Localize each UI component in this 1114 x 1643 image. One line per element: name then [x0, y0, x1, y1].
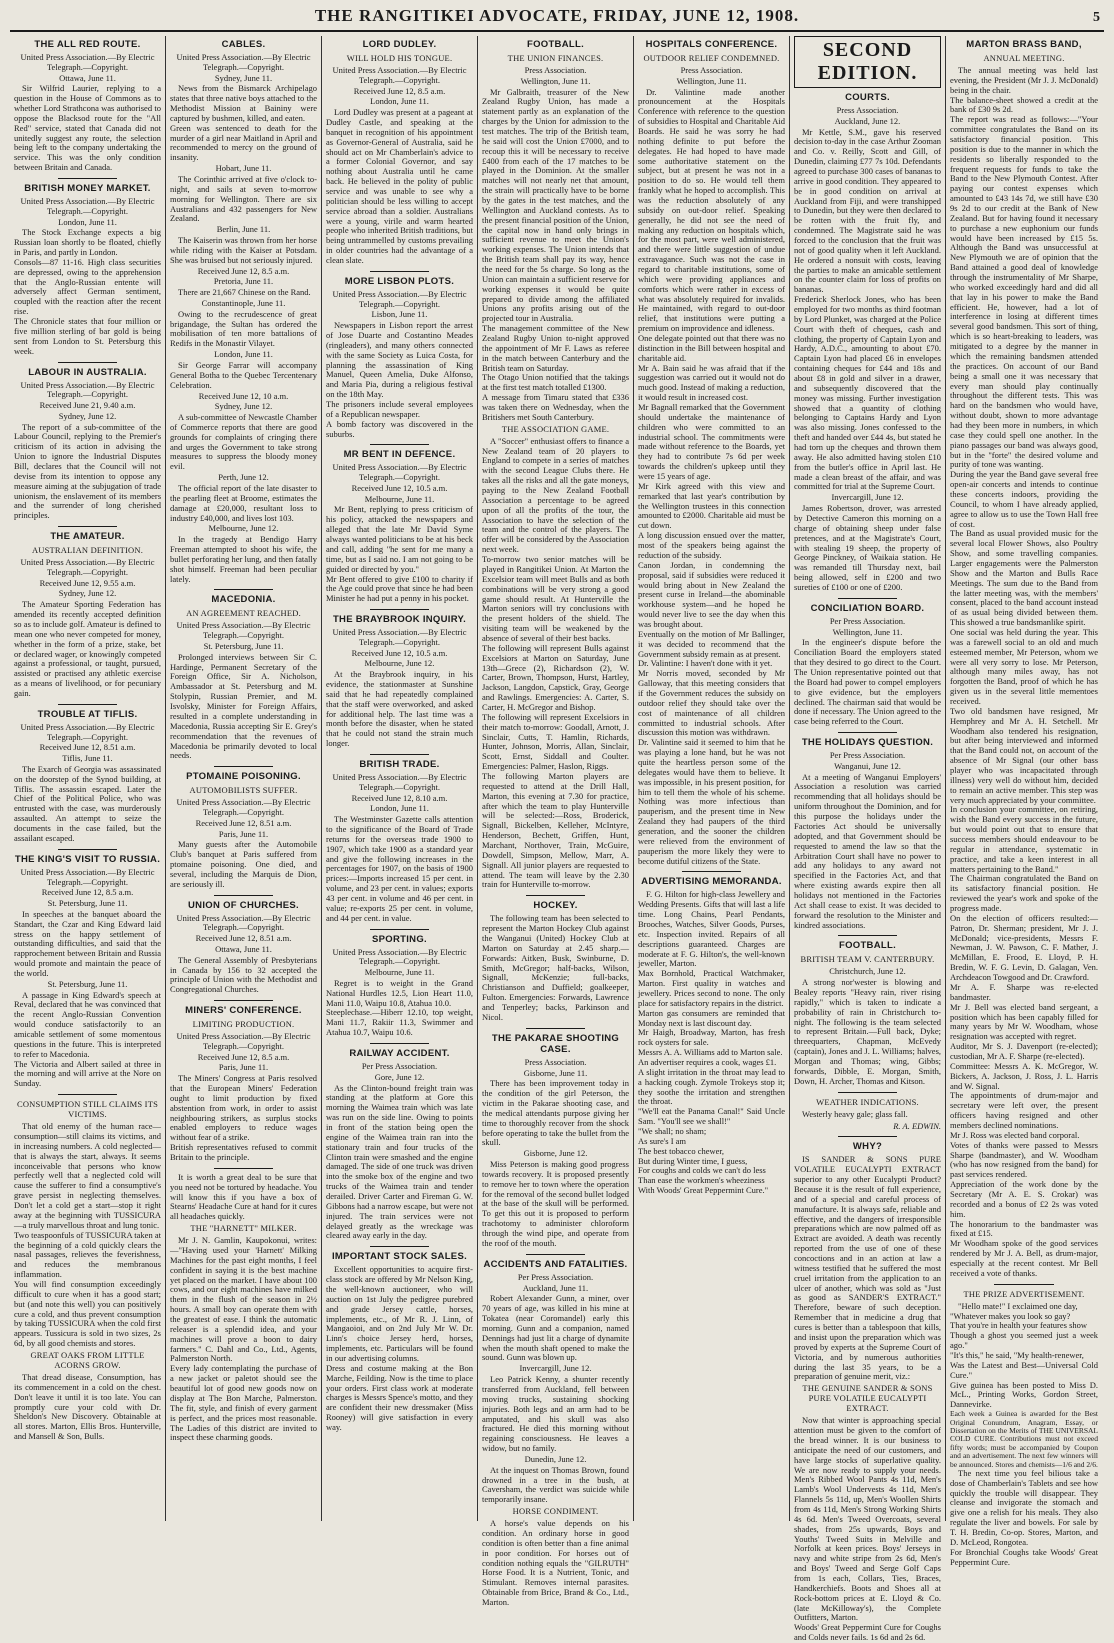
headline: MR BENT IN DEFENCE.	[343, 449, 456, 461]
received: Received June 12, 10.5 a.m.	[351, 647, 448, 658]
article-body: A strong nor'wester is blowing and Bealey reports "Heavy rain, river rising rapidly," which is taken to indicate a probability of rain in Christchurch to-night. The following is the team selected to represent Britain.—Full back, Dyke; threequarters, Chapman, McEvedy (captain), Jones and J. L. Williams; halves, Morgan and Thomas; wing, Gibbs; forwards, Dibble, E. Morgan, Smith, Down, H. Archer, Thomas and Kitson.	[794, 977, 941, 1086]
article-russia	[14, 854, 161, 1089]
article-body: Miss Peterson is making good progress towards recovery. It is proposed presently to remove her to town where the operation for the removal of the second bullet lodged at the base of the skull will be performed. To get this out it is proposed to perform trachotomy to administer chloroform through the wind pipe, and operate from the roof of the mouth.	[482, 1159, 629, 1248]
article-body: Mr J. N. Gamlin, Kaupokonui, writes:—"Having used your 'Harnett' Milking Machines for the past eight months, I feel confident in saying it is the best machine yet placed on the market. I have about 100 cows, and our eight machines have milked them in the flush of the season in 2½ hours. A small boy can operate them with the greatest of ease. I think the automatic releaser is a splendid idea, and your machines will prove a boon to dairy farmers." C. Dahl and Co., Ltd., Agents, Palmerston North. Every lady contemplating the purchase of a new jacket or paletot should see the beautiful lot of good new goods now on display at The Bon Marche, Palmerston. The fit, style, and finish of every garment is perfect, and the prices most reasonable. The Ladies of this district are invited to inspect these charming goods.	[170, 1235, 317, 1443]
headline: FOOTBALL.	[838, 940, 897, 952]
article-body: The Exarch of Georgia was assassinated on the doorstep of the Synod building, at Tiflis. The assassin escaped. Later the Chief of the Political Police, who was entrusted with the case, was murderously assaulted. An attempt to seize the documents in the case failed, but the assailant escaped.	[14, 763, 161, 843]
divider	[58, 362, 117, 363]
headline: MACEDONIA.	[211, 594, 276, 606]
columns	[10, 36, 1104, 1643]
headline: ADVERTISING MEMORANDA.	[641, 876, 782, 888]
article-body: The following team has been selected to represent the Marton Hockey Club against the Wanganui (United) Hockey Club at Marton on Saturday at 2.45 sharp.—Forwards: Aitken, Busk, Swinburne, D. Smith, McGregor; half-backs, Wilson, Signall, McKenzie; full-backs, Christianson and Duffield; goalkeeper, Fulton. Emergencies: Forwards, Lawrence and Tenperley; backs, Parkinson and Nicol.	[482, 913, 629, 1022]
article-hockey	[482, 900, 629, 1022]
article-weather	[794, 1097, 941, 1132]
article-why	[794, 1141, 941, 1643]
article-body: That old enemy of the human race—consumption—still claims its victims, and in increasing numbers. A cold neglected—that is always the start, always. It seems inconceivable that persons who know perfectly well that a neglected cold will cause the sufferer to find a consumptive's grave persist in neglecting themselves. Don't let a cold get a start—stop it right away at the beginning with TUSSICURA—a truly marvellous throat and lung tonic. Two teaspoonfuls of TUSSICURA taken at the beginning of a cold quickly clears the nasal passages, relieves the feverishness, and reduces the membranous inflammation. You will find consumption exceedingly difficult to cure when it has a good start; but (and note this well) you can positively cure a cold, and thus prevent consumption by taking TUSSICURA when the cold first appears. Tussicura is sold in two sizes, 2s 6d, by all good chemists and stores.	[14, 1121, 161, 1349]
divider	[58, 704, 117, 705]
byline: United Press Association.—By Electric Telegraph.—Copyright.	[20, 721, 155, 742]
divider	[838, 1136, 897, 1137]
received: Received June 12, 8.5 a.m.	[197, 1051, 290, 1062]
byline: United Press Association.—By Electric Telegraph.—Copyright.	[332, 772, 467, 792]
article-body: Mr Bent, replying to press criticism of his policy, attacked the newspapers and alleged that the late Mr David Syme always wanted politicians to be at his beck and call, adding "he sent for me many a time, but as I said no. I am not going to be guided or directed by you." Mr Bent offered to give £100 to charity if the Age could prove that since he had been Minister he had put a penny in his pocket.	[326, 504, 473, 604]
column-5	[634, 36, 790, 1521]
dateline: Wellington, June 11.	[832, 626, 903, 637]
article-body: Now that winter is approaching special attention must be given to the comfort of the bread winner. It is our business to anticipate the need of our customers, and have large stocks of superlative quality. We are now ready to supply your needs. Men's Ribbed Wool Pants 4s 11d, Men's Lamb's Wool Undervests 4s 11d, Men's Flannels 5s 11d, up, Men's Woollen Shirts from 4s 11d, Men's Strong Working Shirts 4s 6d. Men's Tweed Overcoats, several shades, from 25s upwards, Boys and Youths' Tweed Suits in Melville and Norfolk at keen prices. Boys' Jerseys in navy and white stripe from 2s 6d, Men's and Boys' Tweed and Serge Golf Caps from 1s each, Collars, Ties, Braces, Handkerchiefs. Boots and Shoes all at Rock-bottom prices at E. Lloyd & Co. (late McKilloway's), the Complete Outfitters, Marton. Woods' Great Peppermint Cure for Coughs and Colds never fails. 1s 6d and 2s 6d.	[794, 1415, 941, 1643]
byline: Press Association.	[836, 105, 899, 115]
subheadline: HORSE CONDIMENT.	[512, 1506, 599, 1517]
headline: THE PAKARAE SHOOTING CASE.	[491, 1032, 620, 1055]
article-body: Leo Patrick Kenny, a shunter recently transferred from Auckland, fell between moving trucks, sustaining shocking injuries. Both legs and an arm had to be amputated, and his skull was also fractured. He died this morning without regaining consciousness. He leaves a widow, but no family.	[482, 1374, 629, 1454]
article-body: "Hello mate!" I exclaimed one day, "Whatever makes you look so gay? That you're in health your features show Though a ghost you seemed just a week ago." "It's this," he said, "My health-renewer, Was the Latest and Best—Universal Cold Cure." Give guinea has been posted to Miss D. McL., Printing Works, Gordon Street, Dannevirke.	[950, 1300, 1098, 1410]
divider	[526, 1254, 585, 1255]
article-trade	[326, 759, 473, 924]
received: Received June 12, 10 a.m.	[198, 390, 289, 401]
divider	[526, 895, 585, 896]
headline: MINERS' CONFERENCE.	[185, 1005, 302, 1017]
byline: Per Press Association.	[829, 615, 906, 626]
article-body: In the tragedy at Bendigo Harry Freeman attempted to shoot his wife, the bullet perforating her lung, and then fatally shot himself. Freeman had been peculiar lately.	[170, 534, 317, 584]
byline: United Press Association.—By Electric Telegraph.—Copyright.	[332, 946, 467, 967]
dateline: Sydney, June 12.	[214, 401, 273, 412]
column-1	[10, 36, 166, 1521]
article-body: At the Braybrook inquiry, in his evidence, the stationmaster at Sunshine said that he had repeatedly complained that the staff were overworked, and asked for additional help. The last time was a month before the disaster, when he stated that he could not stand the strain much longer.	[326, 669, 473, 749]
article-body: At the inquest on Thomas Brown, found drowned in a tree in the bush, at Caversham, the verdict was suicide while temporarily insane.	[482, 1464, 629, 1505]
byline: Press Association.	[524, 1056, 587, 1067]
divider	[370, 444, 429, 445]
byline: United Press Association.—By Electric Telegraph.—Copyright.	[176, 52, 311, 72]
dateline: Ottawa, June 11.	[59, 72, 116, 83]
article-body: Mr Galbraith, treasurer of the New Zealand Rugby Union, has made a statement partly as an explanation of the charges by the Union for admission to the test matches. The trip of the British team, he said will cost the Union £7000, and to recoup this it will be necessary to receive £400 from each of the 17 matches to be played in the Dominion. At the smaller matches will not nearly net that amount, the strain will practically have to be borne by the gates in the test matches, and the Wellington and Auckland contests. As to the present financial position of the Union, the capital now in hand only brings in sufficient revenue to meet the Union's working expenses. The Union intends that the British team shall pay its way, hence the need for the 5s charge. So long as the Union can maintain a sufficient reserve for working expenses it would be quite prepared to divide among the affiliated Unions any profits arising out of the projected tour in Australia. The management committee of the New Zealand Rugby Union to-night approved the appointment of Mr F. Laws as referee in the match between Canterbury and the British team on Saturday. The Otago Union notified that the takings at the first test match totalled £1300. A message from Timaru stated that £336 was taken there on Wednesday, when the Britishers met South Canterbury.	[482, 86, 629, 422]
divider	[838, 732, 897, 733]
article-body: James Robertson, drover, was arrested by Detective Cameron this morning on a charge of obtaining sheep under false pretences, and at the Magistrate's Court, with stealing 19 sheep, the property of George Pinckney, of Waikaia station. He was remanded till Thursday next, bail being allowed, self in £200 and two sureties of £100 or one of £200.	[794, 503, 941, 592]
article-body: The official report of the late disaster to the pearling fleet at Broome, estimates the damage at £20,000, resultant loss to industry £40,000, and lives lost 103.	[170, 482, 317, 523]
subheadline: AUTOMOBILISTS SUFFER.	[189, 785, 298, 796]
masthead	[10, 6, 1104, 32]
headline: ACCIDENTS AND FATALITIES.	[483, 1258, 628, 1270]
column-6	[790, 36, 946, 1643]
subheadline: OUTDOOR RELIEF CONDEMNED.	[643, 53, 780, 63]
article-body: Mr Kettle, S.M., gave his reserved decision to-day in the case Arthur Zooman and Co. v. Reilly, Scott and Gill, of Dunedin, claiming £77 7s 10d. Defendants agreed to purchase 300 cases of bananas to arrive in good condition. They appeared to be in good condition on arrival at Auckland from Fiji, and were transhipped to Dunedin, but they were then declared to be rotten with the fruit fly, and condemned. The Magistrate said he was forced to the conclusion that the fruit was not of good quality when it left Auckland. He ordered a nonsuit with costs, leaving the parties to make an amicable settlement on the counter claim for loss of profits on bananas. Frederick Sherlock Jones, who has been employed for two months as third footman by Lord Plunket, was charged at the Police Court with theft of cheques, cash and clothing, the property of Captain Lyon and Hardy, A.D.C., amounting to about £70. Captain Lyon had placed £6 in envelopes containing cheques for £44 and 18s and about £8 in gold and silver in a drawer, and subsequently discovered that the money was missing. Further investigation showed that a quantity of clothing belonging to Captains Hardy and Lyon was also missing. Jones confessed to the theft and handed over £44 4s, but stated he had torn up the cheques and thrown them away. He also admitted having stolen £10 from the butler's office in April last. He made a clean breast of the affair, and was committed for trial at the Supreme Court.	[794, 126, 941, 492]
dateline: Christchurch, June 12.	[829, 966, 906, 977]
dateline: Ottawa, June 11.	[215, 943, 272, 954]
headline: LABOUR IN AUSTRALIA.	[28, 366, 147, 378]
article-courts	[794, 92, 941, 593]
article-body: Westerly heavy gale; glass fall.	[802, 1108, 908, 1119]
headline: COURTS.	[845, 92, 890, 103]
headline: LORD DUDLEY.	[362, 39, 437, 50]
article-lisbon	[326, 276, 473, 440]
byline: United Press Association.—By Electric Telegraph.—Copyright.	[332, 65, 467, 85]
dateline: Wellington, June 11.	[676, 75, 747, 86]
headline: PTOMAINE POISONING.	[186, 771, 301, 783]
divider	[214, 766, 273, 767]
dateline: Sydney, June 12.	[58, 588, 117, 599]
article-body: IS SANDER & SONS PURE VOLATILE EUCALYPTI EXTRACT superior to any other Eucalypti Product? Because it is the result of full experience, and of a special and careful process of manufacture. It is always safe, reliable and effective, and the dangers of irresponsible preparations which are now palmed off as Extract are avoided. A death was recently reported from the use of one of these concoctions and in an action at law a witness testified that he suffered the most cruel irritation from the application to an ulcer of another, which was sold as "Just as good as SANDER'S EXTRACT." Therefore, beware of such deception. Remember that in medicine a drug that cures is better than a tablespoon that kills, and insist upon the preparation which was proved by experts at the Supreme Court of Victoria, and by numerous authorities during the last 35 years, to be a preparation of genuine merit, viz.:	[794, 1154, 941, 1382]
byline: United Press Association.—By Electric Telegraph.—Copyright.	[332, 627, 467, 647]
byline: United Press Association.—By Electric Telegraph.—Copyright.	[332, 288, 467, 309]
byline: United Press Association.—By Electric Telegraph.—Copyright.	[20, 866, 155, 887]
byline: Per Press Association.	[361, 1060, 438, 1071]
article-football	[482, 39, 629, 890]
article-dudley	[326, 39, 473, 266]
dateline: London, June 11.	[370, 803, 429, 814]
article-body: The next time you feel bilious take a dose of Chamberlain's Tablets and see how quickly the trouble will disappear. They cleanse and invigorate the stomach and give one a relish for his meals. They also regulate the liver and bowels. For sale by T. H. Bredin, Co-op. Stores, Marton, and D. McLeod, Rongotea. For Bronchial Coughs take Woods' Great Peppermint Cure.	[950, 1467, 1098, 1567]
dateline: Berlin, June 11.	[216, 224, 271, 235]
article-body: A sub-committee of Newcastle Chamber of Commerce reports that there are good grounds for complaints of cringing there and urges the Government to take strong measures to suppress the bloody money evil.	[170, 412, 317, 472]
column-3	[322, 36, 478, 1521]
dateline: Melbourne, June 11.	[364, 967, 435, 978]
column-4	[478, 36, 634, 1608]
dateline: Gisborne, June 12.	[523, 1148, 588, 1159]
fine-print: Each week a Guinea is awarded for the Best Original Conundrum, Anagram, Essay, or Dissertation on the Merits of THE UNIVERSAL COLD CURE. Contributions must not exceed fifty words; must be accompanied by Coupon and an advertisement. The next few winners will be announced. Stores and chemists—1/6 and 2/6.	[950, 1409, 1098, 1469]
subheadline: THE PRIZE ADVERTISEMENT.	[963, 1288, 1085, 1299]
headline: IMPORTANT STOCK SALES.	[331, 1251, 468, 1263]
received: Received June 12, 8.51 a.m.	[195, 817, 292, 828]
article-money-market	[14, 183, 161, 356]
divider	[682, 871, 741, 872]
received: Received June 12, 8.51 a.m.	[39, 742, 136, 753]
article-football-canterbury	[794, 940, 941, 1086]
dateline: Invercargill, June 12.	[519, 1363, 592, 1374]
headline: TROUBLE AT TIFLIS.	[37, 708, 138, 720]
headline: MARTON BRASS BAND,	[966, 39, 1082, 50]
subheadline: THE ASSOCIATION GAME.	[501, 423, 610, 434]
article-body: A passage in King Edward's speech at Reval, declared that he was convinced that the recent Anglo-Russian Convention would conduce satisfactorily to an amicable settlement of some momentous questions in the future. This is interpreted to refer to Macedonia. The Victoria and Albert sailed at three in the morning and will arrive at the Nore on Sunday.	[14, 989, 161, 1089]
dateline: St. Petersburg, June 11.	[203, 641, 284, 651]
headline: BRITISH MONEY MARKET.	[24, 183, 151, 195]
headline: THE BRAYBROOK INQUIRY.	[332, 614, 467, 626]
article-body: Regret is to weight in the Grand National Hurdles 12.5, Lion Heart 11.0, Mani 11.0, Waipu 10.8, Atahua 10.0. Steeplechase.—Hiberr 12.10, top weight, Mani 11.7, Rakiir 11.3, Swimmer and Atahua 10.7, Waipu 10.6.	[326, 977, 473, 1038]
dateline: Melbourne, June 11.	[364, 493, 435, 504]
divider	[370, 609, 429, 610]
byline: United Press Association.—By Electric Telegraph.—Copyright.	[20, 557, 155, 577]
dateline: Melbourne, June 12.	[364, 658, 435, 669]
received: Received June 12, 8.10 a.m.	[351, 792, 448, 803]
article-consumption	[14, 1099, 161, 1442]
byline: United Press Association.—By Electric Telegraph.—Copyright.	[176, 620, 311, 641]
dateline: Paris, June 11.	[218, 1062, 269, 1073]
divider	[214, 895, 273, 896]
received: Received June 12, 10.5 a.m.	[351, 482, 448, 493]
dateline: Pretoria, June 11.	[213, 276, 274, 287]
dateline: Sydney, June 11.	[214, 72, 273, 83]
signature: R. A. EDWIN.	[893, 1121, 941, 1132]
article-amateur	[14, 531, 161, 699]
article-body: The Miners' Congress at Paris resolved that the European Miners' Federation ought to limit production by fixed abstention from work, in order to assist neighbouring strikers, as surplus stocks enabled employers to reduce wages without fear of a strike. British representatives refused to commit Britain to the principle.	[170, 1073, 317, 1163]
article-body: The annual meeting was held last evening, the President (Mr J. J. McDonald) being in the chair. The balance-sheet showed a credit at the bank of £30 9s 2d. The report was read as follows:—"Your committee congratulates the Band on its satisfactory financial position. This position is due to the manner in which the residents so liberally responded to the frequent requests for funds to take the Band to the New Plymouth Contest. After paying our contest expenses which amounted to £43 14s 7d, we still have £30 9s 2d to our credit at the Bank of New Zealand. But for having found it necessary to purchase a new euphonium our funds would have been increased by £15 5s. Although the Band was unsuccessful at New Plymouth we are of opinion that the Band attained a good deal of knowledge through the instrumentality of Mr Sharpe, who worked exceedingly hard and did all that lay in his power to make the Band efficient. He, however, had a lot of interference in losing at different times several good bandsmen. This sort of thing, which is so heart-breaking to leaders, was mitigated to a degree by the manner in which the remaining bandsmen attended the practices. On account of our Band being a small one it was necessary that every man should play continually throughout the different tests. This was hard on the bandsmen who would have, without doubt, shown to more advantage had they been more in numbers, in which case they could spell one another. In the piano passages our band was always good, but in the "forte" the desired volume and purity of tone was wanting. During the year the Band gave several free open-air concerts and intends to continue these concerts indoors, providing the Council, to whom I have already applied, agree to allow us to use the Town Hall free of cost. The Band as usual provided music for the several local Flower Shows, also Poultry Show, and some travelling companies. Larger engagements were the Palmerston Show and the Marton and Bulls Race Meetings. The sum due to the Band from the latter meeting was, with the members' consent, placed to the band account instead of as usual being divided between them. This showed a true bandsmanlike spirit. One social was held during the year. This was a farewell social to an old and much esteemed member, Mr Peterson, whom we were all very sorry to lose. Mr Peterson, although many miles away, has not forgotten the Band, proof of which he has given us in the several little mementoes received. Two old bandsmen have resigned, Mr Hemphrey and Mr A. H. Setchell. Mr Woodham also tendered his resignation, but after being interviewed and informed that the Band could not, on account of the absence of Mr Signal (our other bass player who was incapacitated through illness) very well do without him, decided to remain an active member. This step was very much appreciated by your committee. In conclusion your committee, on retiring, wish the Band every success in the future, but would point out that to ensure that success members should endeavour to be regular in attendance, systematic in practice, and take a keen interest in all matters pertaining to the Band." The Chairman congratulated the Band on its satisfactory financial position. He reviewed the year's work and spoke of the progress made. On the election of officers resulted:—Patron, Dr. Sherman; president, Mr J. J. McDonald; vice-presidents, Messrs F. Newman, J. W. Pawson, C. F. Mather, J. McMillan, E. Frood, E. Lloyd, P. H. Bredin, W. F. G. Levin, D. Galagan, Ven. Archdeacon Towgood and Dr. Crawford. Mr A. F. Sharpe was re-elected bandmaster. Mr J. Bell was elected band sergeant, a position which has been capably filled for many years by Mr W. Woodham, whose resignation was accepted with regret. Auditor, Mr S. J. Davenport (re-elected); custodian, Mr A. F. Sharpe (re-elected). Committee: Messrs A. K. McGregor, W. Bickers, A. Jackson, J. Ross, J. L. Harris and W. Signal. The appointments of drum-major and secretary were left over, the present officers having resigned and other members declined nominations. Mr J. Ross was elected band corporal. Votes of thanks were passed to Messrs Sharpe (bandmaster), and W. Woodham (who has now resigned from the band) for past services rendered. Appreciation of the work done by the Secretary (Mr A. E. S. Crokar) was recorded and a bonus of £2 2s was voted him. The honorarium to the bandmaster was fixed at £15. Mr Woodham spoke of the good services rendered by Mr J. A. Bell, as drum-major, especially at the recent contest. Mr Bell received a vote of thanks.	[950, 65, 1098, 1278]
article-body: The Stock Exchange expects a big Russian loan shortly to be floated, chiefly in Paris, and partly in London. Consols—87 11-16. High class securities are depressed, owing to the apprehension that the Anglo-Russian entente will adversely affect German sentiment, coupled with the reaction after the recent rise. The Chronicle states that four million or five million sterling of bar gold is being sent from London to St. Petersburg this week.	[14, 227, 161, 356]
received: Received June 12, 8.51 a.m.	[195, 933, 292, 944]
dateline: Lisbon, June 11.	[371, 309, 428, 320]
subheadline: CONSUMPTION STILL CLAIMS ITS VICTIMS.	[16, 1099, 159, 1120]
subheadline: THE GENUINE SANDER & SONS PURE VOLATILE EUCALYPTI EXTRACT.	[802, 1383, 933, 1414]
subheadline: THE UNION FINANCES.	[507, 53, 604, 63]
article-body: A horse's value depends on his condition. An ordinary horse in good condition is often better than a fine animal in poor condition. For horses out of condition nothing equals the "GILRUTH" Horse Food. It is a Nutrient, Tonic, and Stimulant. Removes internal parasites. Obtainable from Brice, Brand & Co., Ltd., Marton.	[482, 1518, 629, 1608]
subheadline: THE "HARNETT" MILKER.	[190, 1223, 297, 1234]
article-braybrook	[326, 614, 473, 749]
article-labour	[14, 367, 161, 522]
subheadline: WILL HOLD HIS TONGUE.	[346, 53, 453, 63]
byline: United Press Association.—By Electric Telegraph.—Copyright.	[176, 797, 311, 817]
article-sporting	[326, 934, 473, 1038]
article-body: Newspapers in Lisbon report the arrest of Jose Duarte and Costantino Meades (ringleaders), and many others connected with the same Society as Luica Costa, for planning the assassination of King Manuel, Queen Amelia, Duke Alfonso, and Maria Pia, during a religious festival on the 18th May. The prisoners include several employees of a Republican newspaper. A bomb factory was discovered in the suburbs.	[326, 320, 473, 439]
article-body: Dr. Valintine made another pronouncement at the Hospitals Conference with reference to the question of subsidies to Hospital and Charitable Aid Boards. He said he was sorry he had nothing definite to put before the delegates. He had hoped to have made some authoritative statement on the subject, but at present he was not in a position to do so. He would tell them frankly what he hoped to accomplish. This was the reduction absolutely of any subsidy on out-door relief. Speaking generally, he did not see the need of making any reduction on hospitals which, for the most part, were well administered, and there were little suggestion of undue extravagance. Such was not the case in regard to charitable institutions, some of which were providing appliances and comforts which were rather in excess of what was absolutely required for invalids. He maintained, with regard to out-door relief, that institutions were putting a premium on improvidence and idleness. One delegate pointed out that there was no distinction in the Bill between hospital and charitable aid. Mr A. Bain said he was afraid that if the suggestion was carried out it would not do much good. Instead of making a reduction, it would result in increased cost. Mr Bagnall remarked that the Government should undertake the maintenance of children who were committed to an industrial school. The commitments were made without reference to the Boards, yet they had to contribute 7s 6d per week towards the children's upkeep until they were 15 years of age. Mr Kirk agreed with this view and remarked that last year's contribution by the Wellington trustees in this connection amounted to £2000. Charitable aid must be cut down. A long discussion ensued over the matter, most of the speakers being against the reduction of the subsidy. Canon Jordan, in condemning the proposal, said if subsidies were reduced it would bring about in New Zealand the present curse in Ireland—the abominable workhouse system—and he hoped he would never live to see the day when this was brought about. Eventually on the motion of Mr Ballinger, it was decided to recommend that the Government subsidy remain as at present. Dr. Valintine: I haven't done with it yet. Mr Norris moved, seconded by Mr Galloway, that this meeting considers that if the Government reduces the subsidy on outdoor relief they should take over the cost of maintenance of all children committed to industrial schools. After discussion this motion was withdrawn. Dr. Valintine said it seemed to him that he was playing a lone hand, but he was not quite the heartless person some of the delegates would have them to believe. It was impossible, in his present position, for him to tell them the whole of his scheme. Nothing was more infectious than pauperism, and the present time in New Zealand they had paupers of the third generation, and the sooner the children were relieved from the environment of pauperism the more likely they were to become dutiful citizens of the State.	[638, 86, 785, 866]
article-holidays	[794, 737, 941, 930]
article-bent	[326, 449, 473, 604]
article-body: Excellent opportunities to acquire first-class stock are offered by Mr Nelson King, the well-known auctioneer, who will auction on 1st July the pedigree purebred and grade Jersey cattle, horses, implements, etc., of Mr R. J. Linn, of Mangaoioi, and on 2nd July Mr W. Dr. Linn's choice Jersey herd, horses, implements, etc. Particulars will be found in our advertising columns. Dress and costume making at the Bon Marche, Feilding. Now is the time to place your orders. First class work at moderate charges is Messrs Spence's motto, and they are confident their new dressmaker (Miss Rooney) will give satisfaction in every way.	[326, 1264, 473, 1433]
article-miners	[170, 1005, 317, 1163]
article-body: Sir Wilfrid Laurier, replying to a question in the House of Commons as to whether Lord Strathcona was authorised to oppose the Blacksod route for the "All Red" service, stated that Canada did not unitedly suggest any route, the selection being left to the company undertaking the service. This was the only condition between Britain and Canada.	[14, 83, 161, 173]
article-body: The Westminster Gazette calls attention to the significance of the Board of Trade returns for the overseas trade 1900 to 1907, which take 1900 as a standard year and give the following increases in the percentages for 1907, on the basis of 1900 prices:—Imports increased 15 per cent. in volume, and 23 per cent. in values; exports 43 per cent. in volume and 46 per cent. in value; re-exports 25 per cent. in volume, and 44 per cent. in value.	[326, 814, 473, 923]
headline: FOOTBALL.	[526, 39, 585, 50]
dateline: Constantinople, June 11.	[201, 297, 286, 308]
subheadline: AUSTRALIAN DEFINITION.	[31, 545, 144, 556]
headline: THE ALL RED ROUTE.	[34, 39, 141, 50]
dateline: St. Petersburg, June 11.	[47, 898, 128, 909]
article-pakarae	[482, 1033, 629, 1249]
received: Received June 12, 8.5 a.m.	[197, 265, 290, 276]
column-2	[166, 36, 322, 1521]
article-body: The General Assembly of Presbyterians in Canada by 156 to 32 accepted the principle of Union with the Methodist and Congregational Churches.	[170, 954, 317, 995]
byline: Per Press Association.	[829, 750, 906, 761]
article-advertising-memoranda	[638, 876, 785, 1196]
article-body: The Corinthic arrived at five o'clock to-night, and sails at seven to-morrow morning for Wellington. There are six Australians and 432 passengers for New Zealand.	[170, 173, 317, 224]
divider	[214, 1168, 273, 1169]
article-tiflis	[14, 709, 161, 844]
article-advertisements	[170, 1173, 317, 1443]
divider	[214, 1000, 273, 1001]
article-conciliation	[794, 603, 941, 727]
article-body: A "Soccer" enthusiast offers to finance a New Zealand team of 20 players to England to compete in a series of matches with the second League Clubs there. He takes all the risks and all the gate moneys, paying to the New Zealand Football Association a percentage to be agreed upon of all the profits of the tour, the Association to have the selection of the team and the control of the players. The offer will be considered by the Association next week. To-morrow two senior matches will be played in Rangitikei Union. At Marton the Excelsior team will meet Bulls and as both combinations will be very strong a good game should result. At Hunterville the Marton seniors will try conclusions with the present holders of the shield. The visiting team will be weakened by the absence of several of their best backs. The following will represent Bulls against Excelsiors at Marton on Saturday, June 13th—Grece (2), Richardson (2), W. Carter, Brown, Thompson, Hurst, Hartley, Jackson, Langdon, Capstick, Gray, George and Rawlings. Emergencies: A. Carter, S. Carter, H. McGregor and Bishop. The following will represent Excelsiors in their match to-morrow: Goodall, Arnott, J. Sinclair, Cutts, T. Hamlin, Richards, Hunter, Johnson, Morris, Allan, Sinclair, Scott, Ernst, Siddall and Coulter. Emergencies: Palmer, Haslon, Riggs. The following Marton players are requested to attend at the Drill Hall, Marton, this evening at 7.30 for practice, after which the team to play Hunterville will be selected:—Ross, Broderick, Signall, Bickelben, Kelleher, McIntyre, Henderson, Bechett, Griffen, Hunt, Marchant, Northover, Train, McGuire, Dowdell, Simpson, Mellow, Marr, A. Signall. All junior players are requested to attend. The team will leave by the 2.30 train for Hunterville to-morrow.	[482, 435, 629, 890]
headline: THE AMATEUR.	[50, 531, 125, 543]
article-body: Robert Alexander Gunn, a miner, over 70 years of age, was killed in his mine at Tokatea (near Coromandel) early this morning. Gunn and a companion, named Dennings had just lit a charge of dynamite when the mouth shaft opened to make the sound. Gunn was blown up.	[482, 1293, 629, 1363]
article-churches	[170, 900, 317, 996]
headline: WHY?	[852, 1141, 883, 1153]
article-body: In the engineer's dispute before the Conciliation Board the employers stated that they desired to go direct to the Court. The Union representative pointed out that the Board had power to compel employers to give evidence, but the employers declined. The chairman said that would be done if necessary. The Union agreed to the case being referred to the Court.	[794, 637, 941, 727]
headline: CONCILIATION BOARD.	[810, 602, 925, 614]
article-body: There has been improvement today in the condition of the girl Peterson, the victim in the Pakarae shooting case, and the medical attendants purpose giving her time to thoroughly recover from the shock before operating to take the bullet from the skull.	[482, 1078, 629, 1148]
subheadline: WEATHER INDICATIONS.	[816, 1096, 919, 1107]
divider	[58, 178, 117, 179]
article-body: The Kaiserin was thrown from her horse while riding with the Kaiser at Potsdam. She was bruised but not seriously injured.	[170, 235, 317, 265]
headline: MORE LISBON PLOTS.	[344, 275, 455, 287]
article-hospitals	[638, 39, 785, 866]
article-accidents	[482, 1259, 629, 1608]
dateline: Perth, June 12.	[218, 472, 269, 483]
page-number: 5	[1093, 10, 1100, 25]
divider	[370, 1043, 429, 1044]
received: Received June 12, 9.55 a.m.	[39, 577, 136, 588]
article-body: Sir George Farrar will accompany General Botha to the Quebec Tercentenary Celebration.	[170, 359, 317, 390]
byline: United Press Association.—By Electric Telegraph.—Copyright.	[20, 379, 155, 400]
dateline: St. Petersburg, June 11.	[47, 978, 128, 989]
divider	[838, 1092, 897, 1093]
article-body: That dread disease, Consumption, has its commencement in a cold on the chest. Don't leave it until it is too late. You can promptly cure your cold with Dr. Sheldon's New Discovery. Obtainable at all stores. Marton, Ellis Bros. Hunterville, and Mansell & Son, Bulls.	[14, 1371, 161, 1442]
subheadline: LIMITING PRODUCTION.	[192, 1019, 295, 1030]
article-body: F. G. Hilton for high-class Jewellery and Wedding Presents. Gifts that will last a life time. Long Chains, Pearl Pendants, Brooches, Watches, Silver Goods, Purses, etc. Inspection invited. Repairs of all descriptions guaranteed. Charges are moderate at F. G. Hilton's, the well-known jeweller, Marton. Max Bornhold, Practical Watchmaker, Marton. First quality in watches and jewellery. Prices second to none. The only place for satisfactory repairs in the district. Marton gas consumers are reminded that Monday next is last discount day. Mr Haigh, Broadway, Marton, has fresh rock oysters for sale. Messrs A. A. Williams add to Marton sale. An advertiser requires a cook, wages £1. A slight irritation in the throat may lead to a hacking cough. Zymole Trokeys stop it; they soothe the irritation and strengthen the throat. "We'll eat the Panama Canal!" Said Uncle Sam. "You'll see we shall!" "We shall; no sham; As sure's I am The best tobacco chewer, But during Winter time, I guess, For coughs and colds we can't do less Than ease the workmen's wheeziness With Woods' Great Peppermint Cure."	[638, 889, 785, 1196]
subheadline: BRITISH TEAM V. CANTERBURY.	[800, 954, 935, 965]
article-stock-sales	[326, 1251, 473, 1433]
dateline: London, June 11.	[214, 349, 273, 360]
byline: Press Association.	[524, 65, 587, 75]
article-brass-band	[950, 39, 1098, 1279]
dateline: Auckland, June 12.	[834, 115, 901, 126]
divider	[370, 271, 429, 272]
dateline: London, June 11.	[370, 96, 429, 107]
masthead-title: THE RANGITIKEI ADVOCATE, FRIDAY, JUNE 12, 1908.	[314, 6, 800, 25]
dateline: Gore, June 12.	[374, 1071, 425, 1082]
divider	[838, 935, 897, 936]
headline: HOCKEY.	[533, 900, 578, 912]
divider	[58, 849, 117, 850]
dateline: London, June 11.	[58, 216, 117, 227]
divider	[526, 1028, 585, 1029]
article-body: It is worth a great deal to be sure that you need not be tortured by headache. You will know this if you have a box of Stearns' Headache Cure at hand for it cures all headaches quickly.	[170, 1171, 317, 1222]
byline: Press Association.	[680, 65, 743, 75]
dateline: Invercargill, June 12.	[831, 492, 904, 503]
article-railway	[326, 1048, 473, 1241]
received: Received June 21, 9.40 a.m.	[39, 400, 136, 411]
article-body: News from the Bismarck Archipelago states that three native boys attached to the Methodist Mission at Baininy were captured by bushmen, killed, and eaten. Green was sentenced to death for the murder of a girl near Maitland in April and recommended to mercy on the ground of insanity.	[170, 83, 317, 163]
dateline: Wellington, June 11.	[520, 75, 591, 86]
byline: United Press Association.—By Electric Telegraph.—Copyright.	[20, 52, 155, 72]
headline: BRITISH TRADE.	[359, 759, 440, 771]
headline: CABLES.	[221, 39, 266, 50]
divider	[838, 598, 897, 599]
byline: United Press Association.—By Electric Telegraph.—Copyright.	[20, 196, 155, 216]
dateline: Gisborne, June 11.	[523, 1067, 588, 1078]
byline: Per Press Association.	[517, 1271, 594, 1282]
article-body: The report of a sub-committee of the Labour Council, replying to the Premier's criticism of its action in advising the Union to ignore the Industrial Disputes Bill, declares that the Council will not devise from its intention to oppose any measure aiming at the subjugation of trade unionism, the enslavement of its members and the surrender of long cherished principles.	[14, 421, 161, 521]
dateline: Sydney, June 12.	[58, 410, 117, 421]
article-body: At a meeting of Wanganui Employers' Association a resolution was carried recommending that all holidays should be uniform throughout the Dominion, and for this purpose the holidays under the Factories Act should be universally adopted, and that Government should be requested to amend the law so that the Arbitration Court shall have no power to add any holidays to any award not specified in the Factories Act, and that where existing awards expire then all holidays not mentioned in the Factories Act shall cease to exist. It was decided to forward the resolution to the Minister and kindred associations.	[794, 771, 941, 930]
subheadline: ANNUAL MEETING.	[983, 53, 1065, 63]
dateline: Auckland, June 11.	[522, 1282, 589, 1293]
headline: RAILWAY ACCIDENT.	[349, 1047, 450, 1059]
dateline: Paris, June 11.	[218, 828, 269, 839]
divider	[58, 1094, 117, 1095]
divider	[994, 1284, 1053, 1285]
divider	[370, 929, 429, 930]
dateline: Tiflis, June 11.	[62, 753, 113, 764]
article-cables	[170, 39, 317, 584]
dateline: Melbourne, June 12.	[208, 523, 279, 534]
column-7	[946, 36, 1102, 1567]
dateline: Dunedin, June 12.	[524, 1453, 587, 1464]
article-ptomaine	[170, 771, 317, 889]
article-body: Prolonged interviews between Sir C. Hardinge, Permanent Secretary of the Foreign Office, Sir A. Nicholson, Ambassador at St. Petersburg and M. Stolypin, Russian Premier, and M. Isvolsky, Minister for Foreign Affairs, resulted in a complete understanding in Macedonia, Russia accepting Sir E. Grey's recommendation that the revenues of Macedonia be primarily devoted to local needs.	[170, 651, 317, 761]
headline: THE HOLIDAYS QUESTION.	[801, 737, 934, 749]
subheadline: AN AGREEMENT REACHED.	[186, 608, 301, 619]
article-body: Lord Dudley was present at a pageant at Dudley Castle, and speaking at the banquet in recognition of his appointment as Governor-General of Australia, said he should act on Mr Chamberlain's advice to a former Colonial Governor, and say nothing about Australia until he came back. He believed in the polity of public service and was unable to see why a politician should be less willing to accept service abroad than a soldier. Australians were a young, virile and warm hearted people who inherited British traditions, but being untrammelled by customs prevailing in older countries had the advantage of a clean slate.	[326, 107, 473, 265]
divider	[58, 526, 117, 527]
received: Received June 12, 8.5 a.m.	[41, 887, 134, 898]
divider	[370, 1246, 429, 1247]
article-prize-advertisement	[950, 1289, 1098, 1568]
headline: SPORTING.	[372, 933, 427, 945]
dateline: Hobart, June 11.	[215, 163, 272, 174]
article-body: Owing to the recrudescence of great brigandage, the Sultan has ordered the mobilisation of ten more battalions of Redifs in the Monastir Vilayet.	[170, 308, 317, 349]
byline: United Press Association.—By Electric Telegraph.—Copyright.	[176, 1031, 311, 1051]
article-body: There are 21,667 Chinese on the Rand.	[178, 287, 311, 298]
article-macedonia	[170, 594, 317, 761]
article-body: As the Clinton-bound freight train was standing at the platform at Gore this morning the Waimea train which was late was run on the side line. Owing to points in front of the station being open the engine of the Waimea train ran into the stationary train and four trucks of the Clinton train were smashed and the engine damaged. The side of one truck was driven into the smoke box of the engine and two trucks of the Waimea train and tender derailed. Driver Carter and Fireman G. W. Gibbons had a narrow escape, but were not injured. The train services were not delayed greatly as the wreckage was cleared away early in the day.	[326, 1082, 473, 1241]
dateline: Wanganui, June 12.	[834, 760, 901, 771]
article-body: The Amateur Sporting Federation has amended its recently accepted definition so as to include golf. Amateur is defined to mean one who never competed for money, whether in the form of a prize, stake, bet or declared wager, or knowingly competed against a professional, or taught, pursued, assisted or practised any athletic exercise as a means of livelihood, or for pecuniary gain.	[14, 599, 161, 698]
subheadline: GREAT OAKS FROM LITTLE ACORNS GROW.	[30, 1349, 145, 1370]
byline: United Press Association.—By Electric Telegraph.—Copyright.	[332, 462, 467, 483]
headline: UNION OF CHURCHES.	[188, 899, 299, 911]
byline: United Press Association.—By Electric Telegraph.—Copyright.	[176, 912, 311, 933]
divider	[214, 589, 273, 590]
received: Received June 12, 8.5 a.m.	[353, 85, 446, 96]
headline: THE KING'S VISIT TO RUSSIA.	[14, 853, 161, 865]
divider	[370, 754, 429, 755]
article-all-red-route	[14, 39, 161, 173]
second-edition-banner: SECOND EDITION.	[794, 36, 941, 88]
article-body: Many guests after the Automobile Club's banquet at Paris suffered from ptomaine poisoning. One died, and several, including the Marquis de Dion, are seriously ill.	[170, 839, 317, 889]
article-body: In speeches at the banquet aboard the Standart, the Czar and King Edward laid stress on the happy settlement of outstanding difficulties, and said that the rapprochement between Britain and Russia would promote and maintain the peace of the world.	[14, 908, 161, 978]
headline: HOSPITALS CONFERENCE.	[645, 39, 778, 50]
